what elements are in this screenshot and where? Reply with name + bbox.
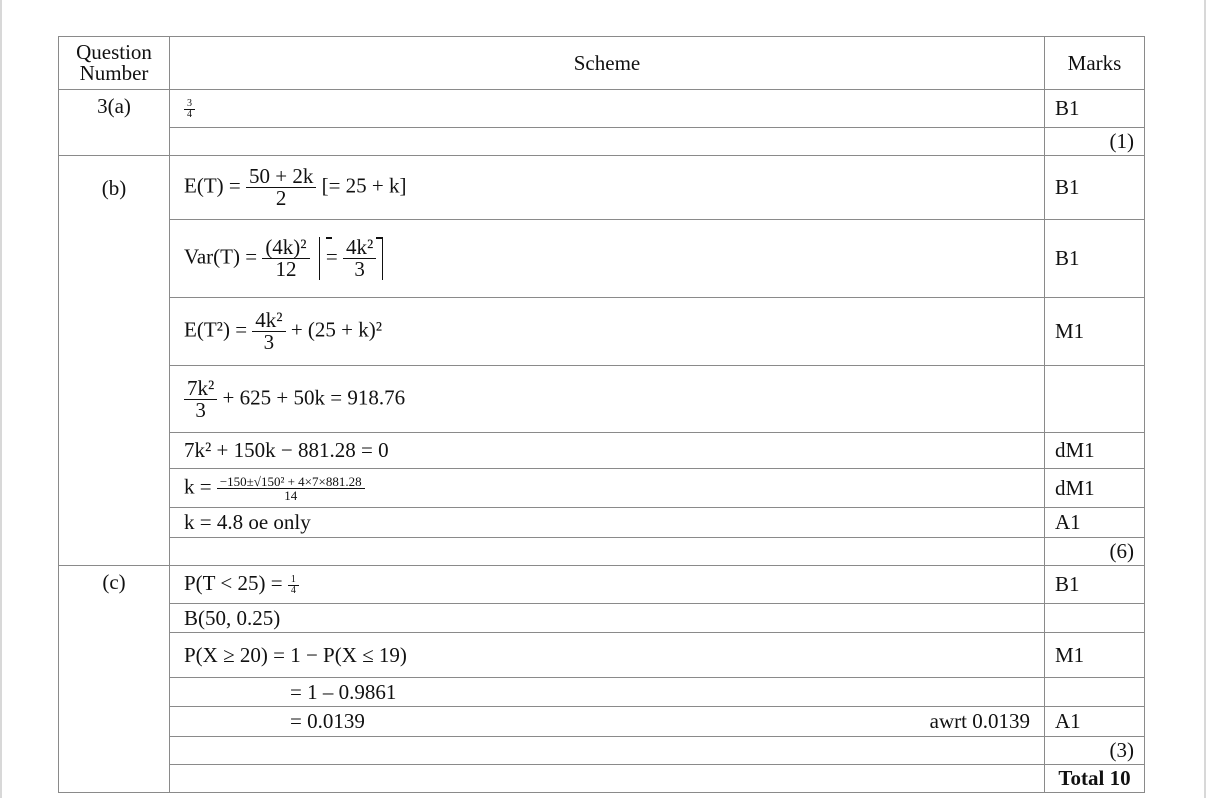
numerator: 4k²	[343, 237, 376, 259]
part-c-row-2	[59, 604, 1145, 633]
fraction	[246, 166, 316, 209]
mark: dM1	[1045, 469, 1145, 508]
fraction	[288, 575, 299, 596]
expression-text: E(T) =	[184, 173, 241, 198]
denominator: 3	[354, 257, 365, 281]
mark	[1045, 604, 1145, 633]
mark	[1045, 366, 1145, 433]
expression-text: + (25 + k)²	[290, 317, 383, 342]
expression-text: [= 25 + k]	[321, 173, 407, 198]
part-c-row-1	[59, 566, 1145, 604]
blank-cell	[170, 538, 1045, 566]
part-a-label: 3(a)	[59, 90, 170, 156]
part-b-row-3	[59, 298, 1145, 366]
binomial-distribution: B(50, 0.25)	[170, 604, 1045, 633]
fraction	[184, 375, 217, 422]
part-c-row-3	[59, 633, 1145, 678]
part-c-subtotal-row	[59, 737, 1145, 765]
final-result-cell	[170, 707, 1045, 737]
part-c-row-4	[59, 678, 1145, 707]
denominator: 4	[290, 584, 296, 596]
header-scheme: Scheme	[170, 37, 1045, 90]
expression-text: Var(T) =	[184, 244, 258, 269]
part-a-mark: B1	[1045, 90, 1145, 128]
mark: B1	[1045, 156, 1145, 220]
total-marks: Total 10	[1045, 765, 1145, 793]
quadratic-equation: 7k² + 150k − 881.28 = 0	[170, 433, 1045, 469]
expression-text: + 625 + 50k = 918.76	[222, 384, 406, 409]
page-edge-left	[0, 0, 2, 798]
numerator: 7k²	[184, 378, 217, 400]
fraction	[252, 310, 285, 353]
denominator: 3	[195, 397, 206, 422]
accuracy-note: awrt 0.0139	[929, 709, 1030, 733]
quadratic-formula	[170, 469, 1045, 508]
mark: M1	[1045, 298, 1145, 366]
header-row	[59, 37, 1145, 90]
square-bracket-group	[319, 237, 383, 280]
probability-statement	[170, 566, 1045, 604]
final-result: = 0.0139	[290, 709, 365, 733]
header-question-number	[59, 37, 170, 90]
blank-cell	[170, 765, 1045, 793]
part-b-row-7	[59, 508, 1145, 538]
numerator: 50 + 2k	[246, 166, 316, 188]
expression-text: =	[325, 244, 338, 269]
fraction	[262, 237, 309, 280]
working-step: = 1 – 0.9861	[170, 678, 1045, 707]
part-b-subtotal-row	[59, 538, 1145, 566]
denominator: 3	[263, 330, 275, 354]
part-b-row-5	[59, 433, 1145, 469]
part-a-subtotal: (1)	[1045, 128, 1145, 156]
mark	[1045, 678, 1145, 707]
part-b-subtotal: (6)	[1045, 538, 1145, 566]
numerator: 4k²	[252, 310, 285, 332]
fraction	[217, 475, 365, 502]
denominator: 12	[275, 257, 297, 281]
blank-cell	[170, 737, 1045, 765]
numerator: (4k)²	[262, 237, 309, 259]
part-a-subtotal-row	[59, 128, 1145, 156]
part-a-answer-row	[59, 90, 1145, 128]
fraction	[184, 99, 195, 120]
header-marks: Marks	[1045, 37, 1145, 90]
probability-expression: P(X ≥ 20) = 1 − P(X ≤ 19)	[170, 633, 1045, 678]
mark: A1	[1045, 508, 1145, 538]
part-b-row-1	[59, 156, 1145, 220]
mark: M1	[1045, 633, 1145, 678]
numerator: −150±√150² + 4×7×881.28	[217, 475, 365, 489]
mark: B1	[1045, 220, 1145, 298]
final-answer: k = 4.8 oe only	[170, 508, 1045, 538]
numerator: 1	[288, 575, 299, 586]
header-number-label: Number	[79, 61, 149, 85]
mark: dM1	[1045, 433, 1145, 469]
header-question-label: Question	[76, 40, 152, 64]
mark: B1	[1045, 566, 1145, 604]
expression-text: k =	[184, 473, 212, 498]
denominator: 2	[275, 186, 287, 210]
expectation-formula	[170, 156, 1045, 220]
mark: A1	[1045, 707, 1145, 737]
equation-setup	[170, 366, 1045, 433]
part-a-answer	[170, 90, 1045, 128]
blank-cell	[170, 128, 1045, 156]
denominator: 14	[284, 487, 298, 503]
part-c-label: (c)	[59, 566, 170, 793]
part-c-row-5	[59, 707, 1145, 737]
numerator: 3	[184, 99, 195, 110]
mark-scheme-table	[58, 36, 1145, 793]
variance-formula	[170, 220, 1045, 298]
part-b-row-4	[59, 366, 1145, 433]
total-row	[59, 765, 1145, 793]
second-moment-formula	[170, 298, 1045, 366]
part-c-subtotal: (3)	[1045, 737, 1145, 765]
denominator: 4	[187, 108, 192, 120]
fraction	[343, 237, 376, 280]
part-b-row-6	[59, 469, 1145, 508]
part-b-row-2	[59, 220, 1145, 298]
expression-text: E(T²) =	[184, 317, 248, 342]
part-b-label: (b)	[59, 156, 170, 566]
expression-text: P(T < 25) =	[184, 571, 283, 596]
